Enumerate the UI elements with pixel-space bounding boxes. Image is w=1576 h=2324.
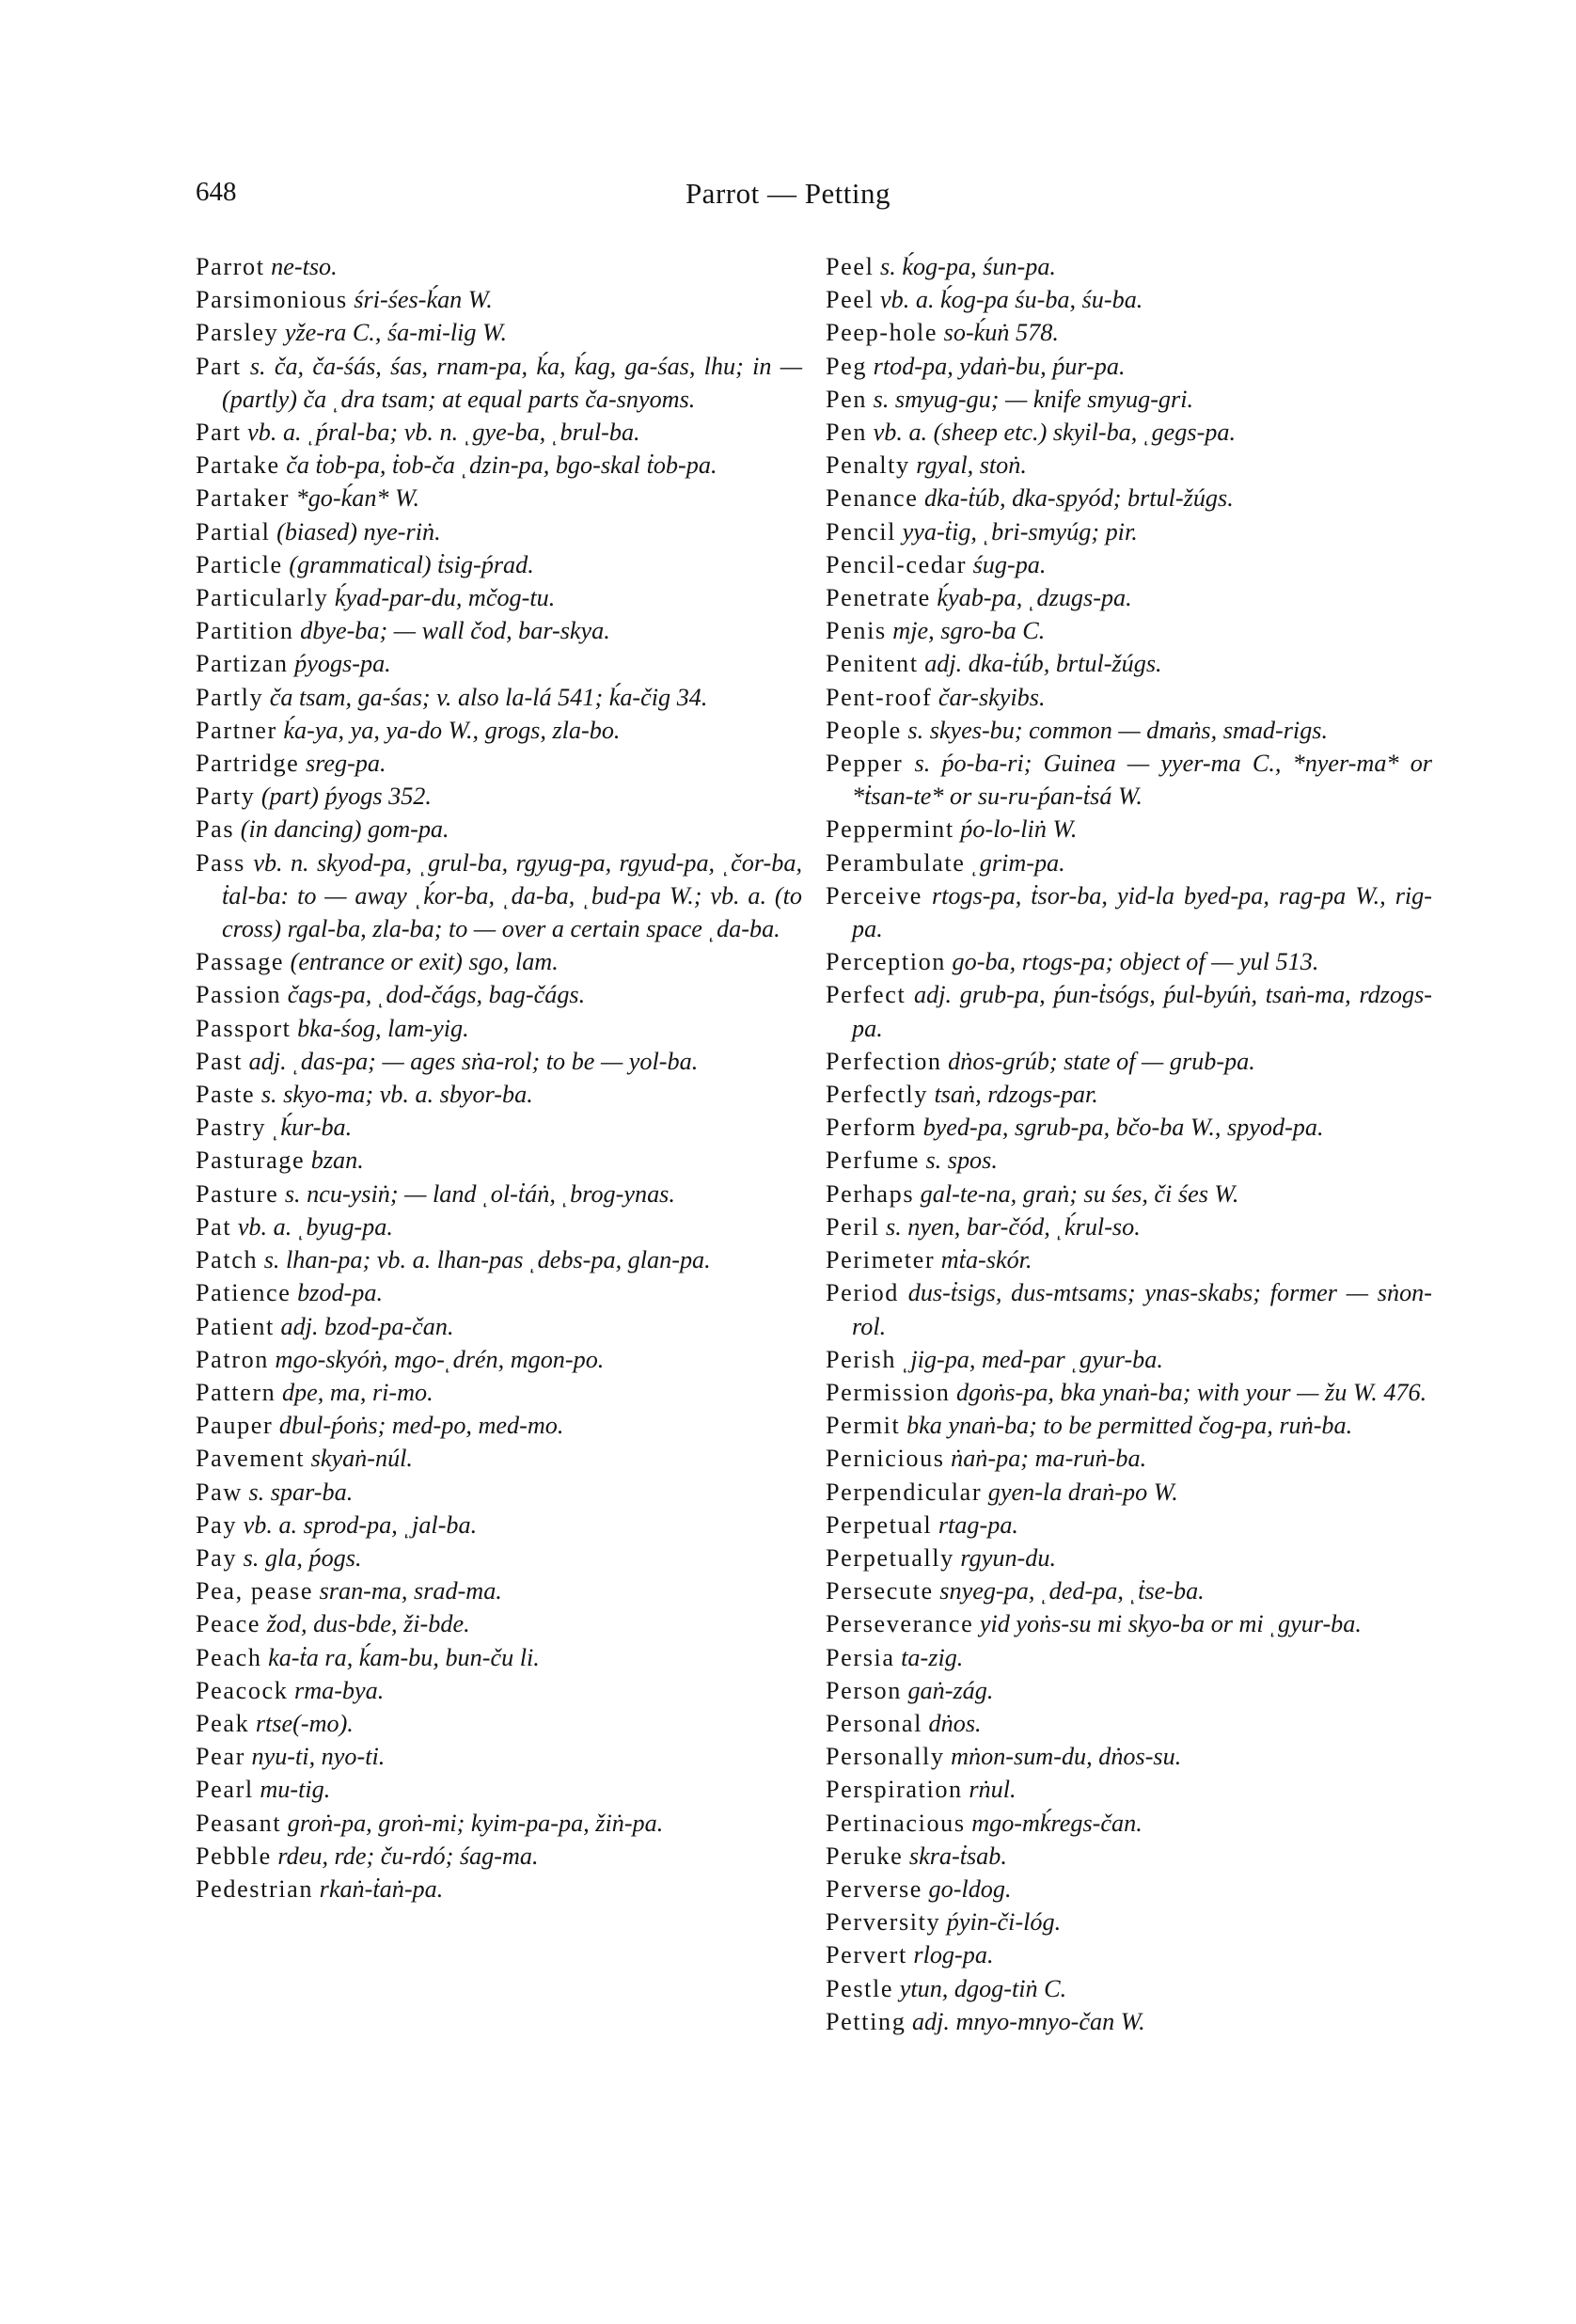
dictionary-entry bbox=[826, 1045, 1432, 1078]
entry-headword: Persecute bbox=[826, 1577, 934, 1605]
entry-headword: Pasturage bbox=[196, 1146, 306, 1175]
entry-definition: rdeu, rde; ču-rdó; śag-ma. bbox=[271, 1842, 539, 1870]
dictionary-entry bbox=[196, 1442, 802, 1475]
dictionary-entry bbox=[196, 714, 802, 747]
entry-definition: vb. a. ͺṕral-ba; vb. n. ͺgye-ba, ͺbrul-ba. bbox=[241, 419, 640, 447]
entry-headword: Perfect bbox=[826, 981, 906, 1009]
entry-headword: Pertinacious bbox=[826, 1809, 966, 1837]
entry-definition: rlog-pa. bbox=[906, 1941, 994, 1969]
running-title: Parrot — Petting bbox=[685, 177, 891, 210]
entry-headword: Patience bbox=[196, 1279, 292, 1307]
entry-headword: Parrot bbox=[196, 253, 265, 280]
entry-headword: Perceive bbox=[826, 881, 922, 909]
entry-headword: Penetrate bbox=[826, 584, 931, 612]
dictionary-entry bbox=[826, 1641, 1432, 1674]
dictionary-entry bbox=[196, 1409, 802, 1442]
dictionary-entry bbox=[826, 1541, 1432, 1574]
entry-headword: Passport bbox=[196, 1014, 292, 1042]
entry-headword: Permission bbox=[826, 1378, 951, 1406]
dictionary-entry bbox=[196, 482, 802, 514]
entry-headword: Passage bbox=[196, 948, 285, 976]
dictionary-entry bbox=[826, 1674, 1432, 1707]
entry-definition: ͺgrim-pa. bbox=[965, 848, 1065, 877]
entry-definition: ča ṫob-pa, ṫob-ča ͺdzin-pa, bgo-skal ṫob-pa. bbox=[279, 451, 717, 480]
entry-headword: Peel bbox=[826, 253, 875, 280]
dictionary-entry bbox=[196, 978, 802, 1011]
dictionary-entry bbox=[196, 1641, 802, 1674]
dictionary-entry bbox=[196, 747, 802, 780]
dictionary-entry bbox=[826, 2005, 1432, 2038]
entry-headword: Passion bbox=[196, 981, 282, 1009]
dictionary-entry bbox=[826, 978, 1432, 1044]
entry-definition: rtag-pa. bbox=[932, 1510, 1018, 1539]
entry-headword: Penitent bbox=[826, 650, 919, 678]
entry-headword: Perpetual bbox=[826, 1510, 933, 1539]
entry-definition: mgo-skyóṅ, mgo-ͺdrén, mgon-po. bbox=[268, 1345, 605, 1373]
entry-definition: gyen-la draṅ-po W. bbox=[982, 1478, 1178, 1506]
dictionary-entry bbox=[826, 747, 1432, 813]
dictionary-entry bbox=[826, 1740, 1432, 1773]
dictionary-entry bbox=[196, 1873, 802, 1905]
entry-headword: Pervert bbox=[826, 1941, 907, 1969]
dictionary-entry bbox=[196, 1574, 802, 1607]
entry-definition: ͺḱur-ba. bbox=[266, 1114, 353, 1142]
entry-definition: ṕyin-či-lóg. bbox=[940, 1908, 1062, 1937]
dictionary-entry bbox=[826, 548, 1432, 581]
dictionary-entry bbox=[826, 1442, 1432, 1475]
entry-headword: Party bbox=[196, 783, 256, 811]
dictionary-entry bbox=[196, 1310, 802, 1343]
entry-definition: ka-ṫa ra, ḱam-bu, bun-ču li. bbox=[261, 1643, 540, 1671]
entry-definition: s. spar-ba. bbox=[242, 1478, 354, 1506]
dictionary-entry bbox=[196, 416, 802, 449]
entry-definition: rgyun-du. bbox=[953, 1543, 1057, 1572]
dictionary-entry bbox=[826, 945, 1432, 978]
dictionary-entry bbox=[826, 1409, 1432, 1442]
entry-definition: yže-ra C., śa-mi-lig W. bbox=[278, 319, 508, 347]
entry-headword: Patient bbox=[196, 1312, 275, 1340]
dictionary-entry bbox=[196, 1607, 802, 1640]
dictionary-entry bbox=[196, 1276, 802, 1309]
entry-headword: Patch bbox=[196, 1246, 259, 1274]
entry-definition: rgyal, stoṅ. bbox=[909, 451, 1027, 480]
entry-headword: Partaker bbox=[196, 484, 291, 513]
entry-headword: Peace bbox=[196, 1610, 261, 1638]
dictionary-entry bbox=[196, 1840, 802, 1873]
entry-definition: byed-pa, sgrub-pa, bčo-ba W., spyod-pa. bbox=[917, 1114, 1324, 1142]
entry-definition: dpe, ma, ri-mo. bbox=[276, 1378, 433, 1406]
entry-definition: čar-skyibs. bbox=[932, 683, 1046, 711]
entry-definition: sran-ma, srad-ma. bbox=[313, 1577, 502, 1605]
entry-definition: mṫa-skór. bbox=[935, 1246, 1032, 1274]
entry-definition: bzod-pa. bbox=[291, 1279, 383, 1307]
dictionary-entry bbox=[826, 1376, 1432, 1409]
dictionary-entry bbox=[196, 813, 802, 846]
dictionary-entry bbox=[826, 1111, 1432, 1144]
entry-headword: Pestle bbox=[826, 1974, 894, 2002]
dictionary-entry bbox=[826, 283, 1432, 316]
entry-headword: Perfume bbox=[826, 1146, 920, 1175]
entry-headword: Pauper bbox=[196, 1412, 274, 1440]
dictionary-entry bbox=[826, 482, 1432, 514]
entry-headword: Pat bbox=[196, 1212, 232, 1241]
dictionary-entry bbox=[826, 1276, 1432, 1342]
entry-headword: Peg bbox=[826, 352, 868, 380]
entry-definition: ne-tso. bbox=[264, 253, 338, 280]
entry-definition: mgo-mḱregs-čan. bbox=[965, 1809, 1143, 1837]
dictionary-entry bbox=[826, 1840, 1432, 1873]
dictionary-entry bbox=[196, 1243, 802, 1276]
entry-definition: bka-śog, lam-yig. bbox=[291, 1014, 469, 1042]
entry-headword: Pay bbox=[196, 1543, 238, 1572]
entry-headword: Perpendicular bbox=[826, 1478, 983, 1506]
entry-headword: Petting bbox=[826, 2007, 906, 2035]
page-header bbox=[196, 177, 1380, 214]
entry-definition: vb. a. ḱog-pa śu-ba, śu-ba. bbox=[874, 286, 1143, 314]
dictionary-entry bbox=[826, 1607, 1432, 1640]
entry-definition: gaṅ-zág. bbox=[901, 1676, 994, 1704]
dictionary-entry bbox=[826, 681, 1432, 714]
entry-headword: Pea, pease bbox=[196, 1577, 314, 1605]
dictionary-entry bbox=[196, 1111, 802, 1144]
entry-headword: Peacock bbox=[196, 1676, 289, 1704]
entry-definition: vb. a. (sheep etc.) skyil-ba, ͺgegs-pa. bbox=[867, 419, 1237, 447]
dictionary-entry bbox=[826, 1574, 1432, 1607]
entry-headword: Pass bbox=[196, 848, 245, 877]
entry-headword: Pencil-cedar bbox=[826, 550, 968, 578]
entry-headword: Partner bbox=[196, 716, 277, 744]
entry-definition: žod, dus-bde, ži-bde. bbox=[260, 1610, 470, 1638]
dictionary-entry bbox=[826, 1243, 1432, 1276]
entry-definition: s. spos. bbox=[919, 1146, 998, 1175]
entry-headword: Partial bbox=[196, 517, 271, 545]
entry-definition: s. ḱog-pa, śun-pa. bbox=[874, 253, 1056, 280]
entry-definition: (grammatical) ṫsig-ṕrad. bbox=[282, 550, 534, 578]
dictionary-entry bbox=[196, 1210, 802, 1243]
entry-definition: bzan. bbox=[305, 1146, 364, 1175]
dictionary-entry bbox=[826, 581, 1432, 614]
entry-definition: sreg-pa. bbox=[299, 750, 386, 778]
entry-definition: ta-zig. bbox=[894, 1643, 964, 1671]
entry-definition: nyu-ti, nyo-ti. bbox=[244, 1743, 386, 1771]
entry-definition: go-ba, rtogs-pa; object of — yul 513. bbox=[946, 948, 1319, 976]
dictionary-entry bbox=[196, 1509, 802, 1541]
entry-definition: ḱyad-par-du, mčog-tu. bbox=[328, 584, 556, 612]
entry-definition: śri-śes-ḱan W. bbox=[347, 286, 493, 314]
entry-definition: yya-ṫig, ͺbri-smyúg; pir. bbox=[896, 517, 1138, 545]
dictionary-entry bbox=[826, 316, 1432, 349]
entry-headword: Pernicious bbox=[826, 1445, 945, 1473]
entry-headword: Pebble bbox=[196, 1842, 272, 1870]
dictionary-entry bbox=[826, 813, 1432, 846]
entry-definition: yid yoṅs-su mi skyo-ba or mi ͺgyur-ba. bbox=[973, 1610, 1362, 1638]
entry-headword: Partake bbox=[196, 451, 280, 480]
entry-headword: Pent-roof bbox=[826, 683, 933, 711]
entry-headword: Perception bbox=[826, 948, 946, 976]
entry-definition: rma-bya. bbox=[288, 1676, 385, 1704]
entry-headword: Peak bbox=[196, 1709, 250, 1737]
entry-headword: Pencil bbox=[826, 517, 897, 545]
entry-definition: vb. n. skyod-pa, ͺgrul-ba, rgyug-pa, rgyud-pa, ͺčor-ba, ṫal-ba: to — away ͺḱor-ba, ͺda-ba, ͺbud-pa W.; vb. a. (to cross) rgal-ba, zla-ba; to — over a certain space ͺda-ba. bbox=[222, 848, 802, 943]
dictionary-entry bbox=[196, 780, 802, 813]
dictionary-entry bbox=[826, 1178, 1432, 1210]
entry-definition: adj. dka-ṫúb, brtul-žúgs. bbox=[918, 650, 1162, 678]
entry-definition: s. skyes-bu; common — dmaṅs, smad-rigs. bbox=[901, 716, 1329, 744]
entry-headword: Perversity bbox=[826, 1908, 941, 1937]
entry-definition: (biased) nye-riṅ. bbox=[270, 517, 441, 545]
dictionary-entry bbox=[196, 1045, 802, 1078]
dictionary-entry bbox=[826, 1509, 1432, 1541]
entry-headword: Perhaps bbox=[826, 1179, 915, 1208]
entry-headword: Pearl bbox=[196, 1776, 254, 1804]
dictionary-entry bbox=[826, 614, 1432, 647]
entry-headword: Penis bbox=[826, 617, 887, 645]
dictionary-entry bbox=[826, 1873, 1432, 1905]
dictionary-entry bbox=[196, 647, 802, 680]
entry-headword: Partition bbox=[196, 617, 294, 645]
entry-definition: (part) ṕyogs 352. bbox=[255, 783, 432, 811]
page-number: 648 bbox=[196, 177, 237, 207]
entry-definition: adj. ͺdas-pa; — ages sṅa-rol; to be — yol-ba. bbox=[243, 1047, 699, 1075]
entry-headword: Perfection bbox=[826, 1047, 942, 1075]
entry-definition: dus-ṫsigs, dus-mtsams; ynas-skabs; former — sṅon-rol. bbox=[852, 1279, 1432, 1340]
entry-headword: Perish bbox=[826, 1345, 897, 1373]
dictionary-entry bbox=[196, 1807, 802, 1840]
entry-headword: Penalty bbox=[826, 451, 910, 480]
entry-definition: dbye-ba; — wall čod, bar-skya. bbox=[293, 617, 610, 645]
entry-headword: Perfectly bbox=[826, 1081, 928, 1109]
dictionary-entry bbox=[826, 250, 1432, 283]
entry-headword: Pear bbox=[196, 1743, 245, 1771]
dictionary-entry bbox=[196, 945, 802, 978]
entry-definition: ytun, dgog-tiṅ C. bbox=[893, 1974, 1067, 2002]
entry-definition: rṅul. bbox=[962, 1776, 1017, 1804]
entry-headword: Perseverance bbox=[826, 1610, 974, 1638]
entry-definition: adj. mnyo-mnyo-čan W. bbox=[906, 2007, 1145, 2035]
entry-definition: s. nyen, bar-čód, ͺḱrul-so. bbox=[879, 1212, 1141, 1241]
dictionary-entry bbox=[826, 1938, 1432, 1971]
dictionary-entry bbox=[196, 1740, 802, 1773]
entry-definition: ṕo-lo-liṅ W. bbox=[953, 815, 1078, 844]
entry-headword: Personally bbox=[826, 1743, 945, 1771]
entry-definition: skyaṅ-núl. bbox=[305, 1445, 413, 1473]
entry-headword: Perpetually bbox=[826, 1543, 954, 1572]
dictionary-entry bbox=[826, 846, 1432, 879]
entry-headword: Particle bbox=[196, 550, 283, 578]
entry-definition: adj. grub-pa, ṕun-ṫsógs, ṕul-byúṅ, tsaṅ-ma, rdzogs-pa. bbox=[852, 981, 1432, 1042]
entry-definition: gal-te-na, graṅ; su śes, či śes W. bbox=[914, 1179, 1239, 1208]
dictionary-entry bbox=[196, 1144, 802, 1177]
dictionary-entry bbox=[826, 1773, 1432, 1806]
entry-headword: Perspiration bbox=[826, 1776, 963, 1804]
dictionary-entry bbox=[826, 350, 1432, 383]
dictionary-entry bbox=[196, 1773, 802, 1806]
entry-headword: Patron bbox=[196, 1345, 269, 1373]
entry-headword: Paw bbox=[196, 1478, 243, 1506]
dictionary-entry bbox=[826, 1210, 1432, 1243]
entry-definition: ṅaṅ-pa; ma-ruṅ-ba. bbox=[944, 1445, 1147, 1473]
entry-headword: Pasture bbox=[196, 1179, 279, 1208]
entry-headword: Persia bbox=[826, 1643, 895, 1671]
entry-headword: Peruke bbox=[826, 1842, 904, 1870]
entry-headword: Paste bbox=[196, 1081, 256, 1109]
entry-headword: Peasant bbox=[196, 1809, 282, 1837]
left-column bbox=[196, 250, 802, 1905]
entry-definition: mu-tig. bbox=[253, 1776, 331, 1804]
entry-definition: adj. bzod-pa-čan. bbox=[274, 1312, 454, 1340]
entry-headword: Peppermint bbox=[826, 815, 954, 844]
entry-definition: groṅ-pa, groṅ-mi; kyim-pa-pa, žiṅ-pa. bbox=[281, 1809, 664, 1837]
dictionary-entry bbox=[826, 879, 1432, 945]
dictionary-entry bbox=[196, 350, 802, 416]
dictionary-entry bbox=[196, 515, 802, 548]
entry-definition: dgoṅs-pa, bka ynaṅ-ba; with your — žu W. 476. bbox=[950, 1378, 1427, 1406]
entry-headword: Perambulate bbox=[826, 848, 966, 877]
dictionary-entry bbox=[826, 1707, 1432, 1740]
entry-headword: Perform bbox=[826, 1114, 918, 1142]
entry-definition: vb. a. sprod-pa, ͺjal-ba. bbox=[237, 1510, 478, 1539]
entry-definition: rtogs-pa, ṫsor-ba, yid-la byed-pa, rag-pa W., rig-pa. bbox=[852, 881, 1432, 943]
dictionary-entry bbox=[826, 383, 1432, 416]
entry-definition: s. lhan-pa; vb. a. lhan-pas ͺdebs-pa, glan-pa. bbox=[258, 1246, 711, 1274]
entry-headword: Part bbox=[196, 352, 242, 380]
entry-headword: Partizan bbox=[196, 650, 289, 678]
entry-headword: Pen bbox=[826, 385, 868, 413]
entry-headword: Particularly bbox=[196, 584, 329, 612]
entry-headword: Part bbox=[196, 419, 242, 447]
entry-definition: śug-pa. bbox=[967, 550, 1047, 578]
dictionary-entry bbox=[196, 1541, 802, 1574]
entry-definition: s. smyug-gu; — knife smyug-gri. bbox=[867, 385, 1194, 413]
entry-headword: Peril bbox=[826, 1212, 880, 1241]
entry-headword: Penance bbox=[826, 484, 919, 513]
dictionary-entry bbox=[196, 250, 802, 283]
entry-definition: dka-ṫúb, dka-spyód; brtul-žúgs. bbox=[918, 484, 1234, 513]
entry-headword: Person bbox=[826, 1676, 902, 1704]
entry-headword: Pen bbox=[826, 419, 868, 447]
entry-definition: *go-ḱan* W. bbox=[290, 484, 420, 513]
dictionary-entry bbox=[196, 1707, 802, 1740]
dictionary-entry bbox=[826, 449, 1432, 482]
dictionary-entry bbox=[826, 1807, 1432, 1840]
entry-definition: s. gla, ṕogs. bbox=[237, 1543, 362, 1572]
dictionary-entry bbox=[826, 1144, 1432, 1177]
entry-definition: mṅon-sum-du, dṅos-su. bbox=[944, 1743, 1182, 1771]
entry-headword: Peach bbox=[196, 1643, 262, 1671]
entry-definition: (entrance or exit) sgo, lam. bbox=[284, 948, 559, 976]
dictionary-entry bbox=[196, 681, 802, 714]
dictionary-entry bbox=[196, 548, 802, 581]
entry-definition: bka ynaṅ-ba; to be permitted čog-pa, ruṅ-ba. bbox=[900, 1412, 1353, 1440]
entry-headword: Personal bbox=[826, 1709, 922, 1737]
entry-definition: rtod-pa, ydaṅ-bu, ṕur-pa. bbox=[867, 352, 1126, 380]
dictionary-entry bbox=[196, 1343, 802, 1376]
entry-definition: (in dancing) gom-pa. bbox=[234, 815, 449, 844]
entry-headword: Perimeter bbox=[826, 1246, 936, 1274]
dictionary-entry bbox=[196, 1376, 802, 1409]
entry-headword: Pedestrian bbox=[196, 1874, 314, 1903]
dictionary-entry bbox=[826, 1905, 1432, 1938]
entry-definition: dbul-ṕoṅs; med-po, med-mo. bbox=[273, 1412, 564, 1440]
entry-definition: skra-ṫsab. bbox=[903, 1842, 1007, 1870]
entry-headword: Peep-hole bbox=[826, 319, 938, 347]
entry-headword: Pay bbox=[196, 1510, 238, 1539]
entry-headword: Past bbox=[196, 1047, 244, 1075]
dictionary-entry bbox=[826, 416, 1432, 449]
entry-definition: dṅos-grúb; state of — grub-pa. bbox=[941, 1047, 1255, 1075]
entry-definition: tsaṅ, rdzogs-par. bbox=[927, 1081, 1098, 1109]
entry-definition: ḱa-ya, ya, ya-do W., grogs, zla-bo. bbox=[276, 716, 621, 744]
entry-definition: s. ncu-ysiṅ; — land ͺol-ṫáṅ, ͺbrog-ynas. bbox=[278, 1179, 675, 1208]
dictionary-entry bbox=[196, 316, 802, 349]
entry-headword: Partly bbox=[196, 683, 264, 711]
entry-definition: čags-pa, ͺdod-čágs, bag-čágs. bbox=[281, 981, 586, 1009]
entry-definition: s. ča, ča-śás, śas, rnam-pa, ḱa, ḱag, ga-śas, lhu; in — (partly) ča ͺdra tsam; at equal parts ča-snyoms. bbox=[222, 352, 802, 413]
right-column bbox=[826, 250, 1432, 2038]
dictionary-entry bbox=[196, 1078, 802, 1111]
entry-definition: rkaṅ-ṫaṅ-pa. bbox=[313, 1874, 444, 1903]
entry-definition: s. ṕo-ba-ri; Guinea — yyer-ma C., *nyer-ma* or *ṫsan-te* or su-ru-ṕan-ṫsá W. bbox=[852, 750, 1432, 811]
dictionary-entry bbox=[826, 1078, 1432, 1111]
entry-definition: ṕyogs-pa. bbox=[288, 650, 391, 678]
dictionary-entry bbox=[196, 581, 802, 614]
dictionary-entry bbox=[196, 283, 802, 316]
dictionary-entry bbox=[826, 647, 1432, 680]
dictionary-entry bbox=[196, 846, 802, 946]
entry-definition: ͺjig-pa, med-par ͺgyur-ba. bbox=[896, 1345, 1163, 1373]
dictionary-entry bbox=[196, 1674, 802, 1707]
entry-headword: Parsley bbox=[196, 319, 279, 347]
entry-definition: rtse(-mo). bbox=[249, 1709, 354, 1737]
entry-definition: so-ḱuṅ 578. bbox=[938, 319, 1059, 347]
dictionary-entry bbox=[196, 1476, 802, 1509]
dictionary-entry bbox=[196, 1012, 802, 1045]
entry-headword: Pepper bbox=[826, 750, 904, 778]
dictionary-entry bbox=[826, 1972, 1432, 2005]
entry-definition: mje, sgro-ba C. bbox=[886, 617, 1046, 645]
entry-headword: Parsimonious bbox=[196, 286, 348, 314]
entry-definition: vb. a. ͺbyug-pa. bbox=[231, 1212, 393, 1241]
entry-headword: Pas bbox=[196, 815, 235, 844]
entry-headword: Perverse bbox=[826, 1874, 922, 1903]
entry-definition: ḱyab-pa, ͺdzugs-pa. bbox=[930, 584, 1132, 612]
dictionary-entry bbox=[826, 1476, 1432, 1509]
entry-headword: Pastry bbox=[196, 1114, 267, 1142]
entry-headword: Pavement bbox=[196, 1445, 306, 1473]
dictionary-entry bbox=[196, 1178, 802, 1210]
entry-headword: Peel bbox=[826, 286, 875, 314]
entry-headword: People bbox=[826, 716, 902, 744]
entry-definition: snyeg-pa, ͺded-pa, ͺṫse-ba. bbox=[933, 1577, 1205, 1605]
dictionary-entry bbox=[196, 614, 802, 647]
entry-definition: go-ldog. bbox=[922, 1874, 1012, 1903]
entry-definition: dṅos. bbox=[922, 1709, 982, 1737]
dictionary-entry bbox=[196, 449, 802, 482]
dictionary-entry bbox=[826, 515, 1432, 548]
dictionary-entry bbox=[826, 714, 1432, 747]
dictionary-entry bbox=[826, 1343, 1432, 1376]
entry-headword: Permit bbox=[826, 1412, 901, 1440]
entry-definition: s. skyo-ma; vb. a. sbyor-ba. bbox=[255, 1081, 533, 1109]
entry-headword: Pattern bbox=[196, 1378, 276, 1406]
entry-headword: Partridge bbox=[196, 750, 300, 778]
entry-definition: ča tsam, ga-śas; v. also la-lá 541; ḱa-čig 34. bbox=[263, 683, 708, 711]
entry-headword: Period bbox=[826, 1279, 899, 1307]
